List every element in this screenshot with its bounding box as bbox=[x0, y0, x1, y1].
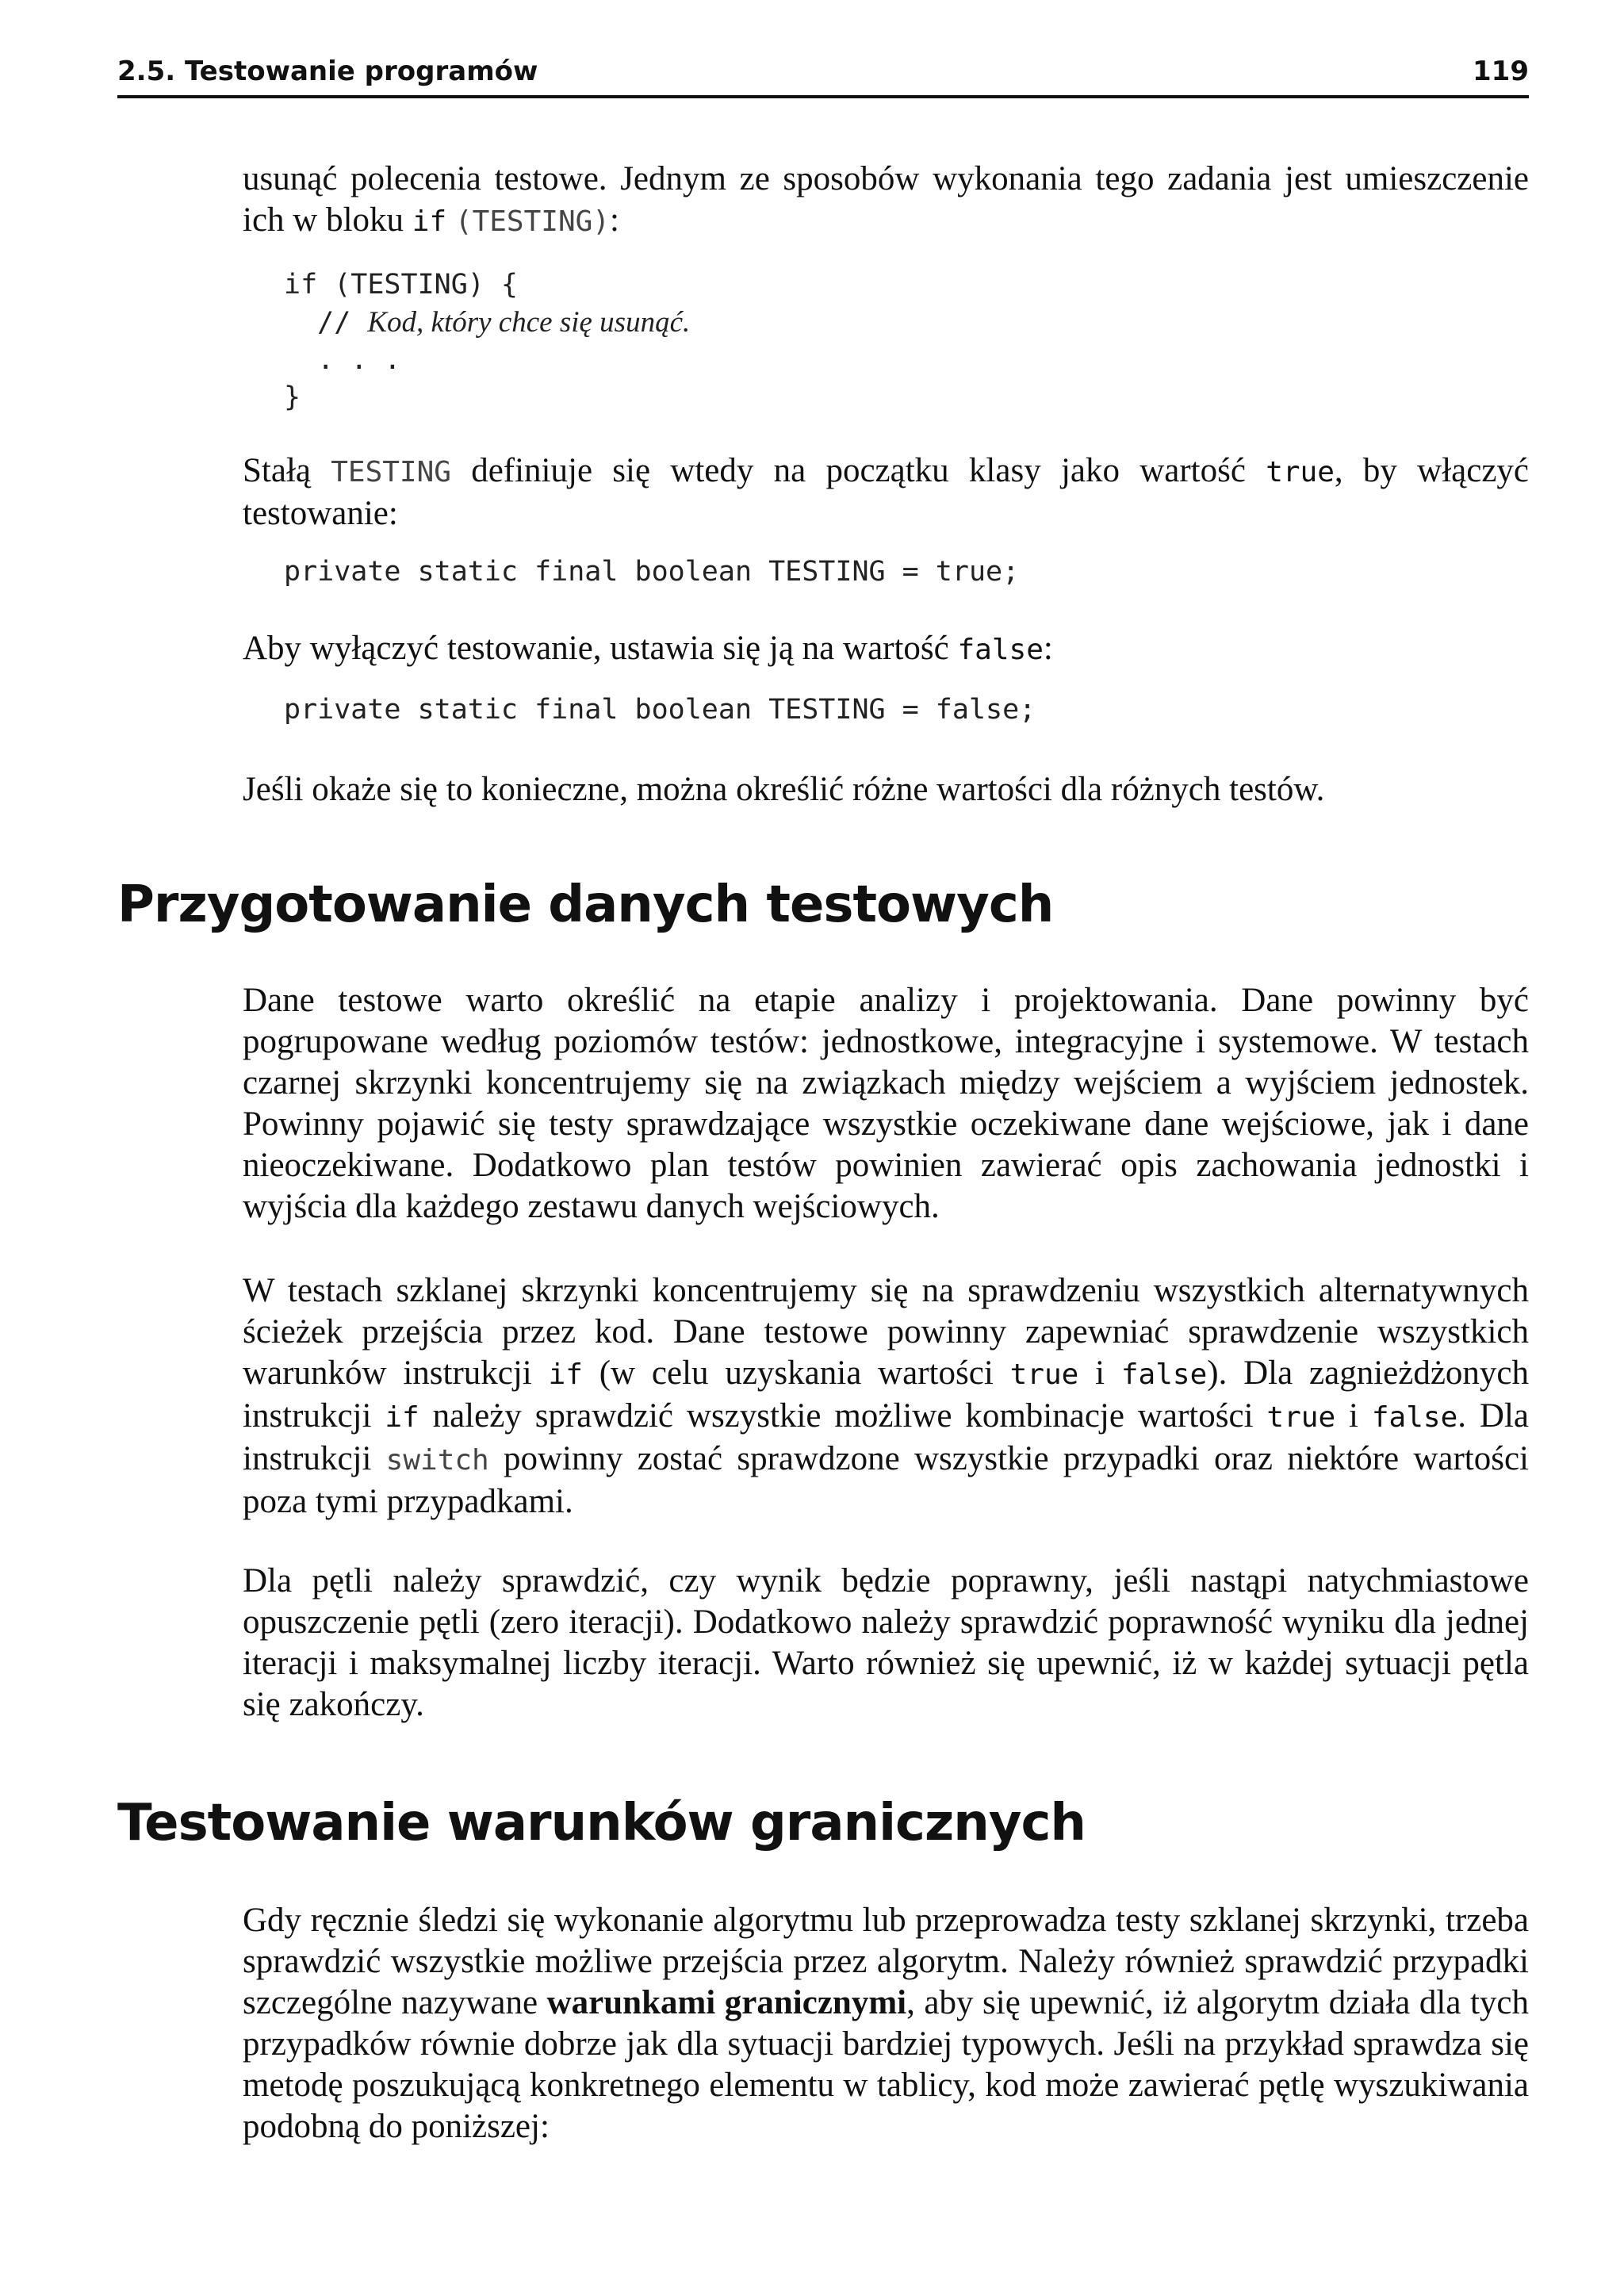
code-block-1 bbox=[284, 266, 690, 416]
page-number: 119 bbox=[1473, 56, 1529, 87]
section-heading-2: Testowanie warunków granicznych bbox=[117, 1794, 1086, 1852]
code-line: private static final boolean TESTING = false; bbox=[284, 694, 1036, 726]
paragraph-2 bbox=[243, 450, 1529, 534]
code-block-3 bbox=[284, 692, 1036, 729]
paragraph-7: Dla pętli należy sprawdzić, czy wynik będzie poprawny, jeśli nastąpi natychmiastowe opuszczenie pętli (zero iteracji). Dodatkowo należy sprawdzić poprawność wyniku dla jednej iteracji i maksymalnej liczby iteracji. Warto również się upewnić, iż w każdej sytuacji pętla się zakończy. bbox=[243, 1562, 1529, 1723]
section-title: 2.5. Testowanie programów bbox=[117, 56, 538, 87]
inline-code: false bbox=[1120, 1358, 1208, 1391]
inline-code: false bbox=[1371, 1401, 1458, 1434]
inline-code: if bbox=[412, 205, 447, 238]
paragraph-3 bbox=[243, 628, 1529, 671]
text-run: Gdy ręcznie śledzi się wykonanie algorytmu lub przeprowadza testy szklanej skrzynki, trzeba sprawdzić wszystkie możliwe przejścia przez algorytm. Należy również sprawdzić przypadki szczególne nazywane bbox=[243, 1902, 1529, 2021]
text-run: Stałą bbox=[243, 452, 331, 489]
inline-code: true bbox=[1009, 1358, 1079, 1391]
text-run: definiuje się wtedy na początku klasy jako wartość bbox=[450, 452, 1266, 489]
inline-code: true bbox=[1266, 1401, 1336, 1434]
text-run: (w celu uzyskania wartości bbox=[582, 1354, 1010, 1392]
paragraph-4: Jeśli okaże się to konieczne, można określić różne wartości dla różnych testów. bbox=[243, 771, 1325, 808]
text-run: . Dla instrukcji bbox=[243, 1397, 1529, 1477]
text-run: powinny zostać sprawdzone wszystkie przypadki oraz niektóre wartości poza tymi przypadkami. bbox=[243, 1440, 1529, 1520]
code-comment-marker: // bbox=[284, 307, 368, 339]
code-line: private static final boolean TESTING = true; bbox=[284, 556, 1020, 588]
paragraph-1 bbox=[243, 159, 1529, 243]
inline-code: switch bbox=[385, 1444, 489, 1477]
code-line: } bbox=[284, 381, 301, 413]
code-line: if (TESTING) { bbox=[284, 269, 519, 301]
inline-code: if bbox=[548, 1358, 583, 1391]
text-run: usunąć polecenia testowe. Jednym ze sposobów wykonania tego zadania jest umieszczenie ich w bloku bbox=[243, 160, 1529, 239]
inline-code: false bbox=[957, 634, 1044, 666]
text-run: i bbox=[1078, 1354, 1121, 1392]
inline-code: true bbox=[1266, 456, 1335, 488]
code-line bbox=[284, 304, 690, 342]
running-header bbox=[117, 52, 1529, 98]
bold-term: warunkami granicznymi bbox=[546, 1984, 907, 2021]
code-line: . . . bbox=[284, 344, 401, 376]
code-block-2 bbox=[284, 554, 1019, 591]
text-run: : bbox=[609, 201, 619, 239]
text-run: , by włączyć testowanie: bbox=[243, 452, 1529, 532]
text-run: Aby wyłączyć testowanie, ustawia się ją na wartość bbox=[243, 630, 958, 667]
paragraph-5: Dane testowe warto określić na etapie analizy i projektowania. Dane powinny być pogrupowane według poziomów testów: jednostkowe, integracyjne i systemowe. W testach czarnej skrzynki koncentrujemy się na związkach między wejściem a wyjściem jednostek. Powinny pojawić się testy sprawdzające wszystkie oczekiwane dane wejściowe, jak i dane nieoczekiwane. Dodatkowo plan testów powinien zawierać opis zachowania jednostki i wyjścia dla każdego zestawu danych wejściowych. bbox=[243, 982, 1529, 1225]
code-comment: Kod, który chce się usunąć. bbox=[367, 306, 691, 339]
text-run: : bbox=[1043, 630, 1053, 667]
inline-code: TESTING bbox=[331, 456, 451, 488]
text-run: i bbox=[1335, 1397, 1372, 1435]
text-run: ). Dla zagnieżdżonych instrukcji bbox=[243, 1354, 1529, 1435]
text-run: należy sprawdzić wszystkie możliwe kombinacje wartości bbox=[419, 1397, 1267, 1435]
paragraph-8 bbox=[243, 1900, 1529, 2147]
inline-code: if bbox=[385, 1401, 419, 1434]
text-run: , aby się upewnić, iż algorytm działa dla tych przypadków równie dobrze jak dla sytuacji bardziej typowych. Jeśli na przykład sprawdza się metodę poszukującą konkretnego elementu w tablicy, kod może zawierać pętlę wyszukiwania podobną do poniższej: bbox=[243, 1984, 1529, 2145]
paragraph-6 bbox=[243, 1270, 1529, 1523]
text-run: W testach szklanej skrzynki koncentrujemy się na sprawdzeniu wszystkich alternatywnych ścieżek przejścia przez kod. Dane testowe powinny zapewniać sprawdzenie wszystkich warunków instrukcji bbox=[243, 1272, 1529, 1392]
inline-code: (TESTING) bbox=[454, 205, 610, 238]
section-heading-1: Przygotowanie danych testowych bbox=[117, 875, 1054, 934]
